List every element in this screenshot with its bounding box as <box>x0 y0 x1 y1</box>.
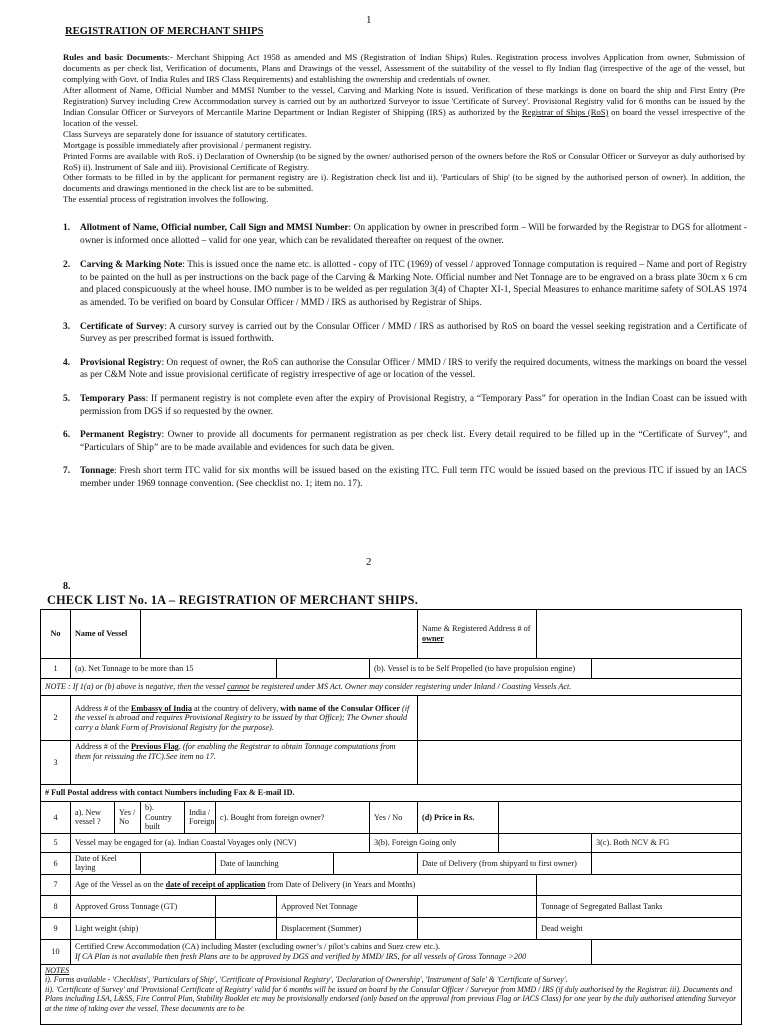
allotment-paragraph <box>63 85 745 129</box>
list-item <box>63 259 747 309</box>
foreign-going-label: 3(b). Foreign Going only <box>370 833 499 852</box>
embassy-text: Address # of the <box>75 703 131 713</box>
table-row <box>41 939 742 964</box>
crew-accommodation-text: Certified Crew Accommodation (CA) including Master (excluding owner’s / pilot’s cabins and Suez crew etc.). <box>75 942 441 952</box>
gross-tonnage-label: Approved Gross Tonnage (GT) <box>71 895 216 917</box>
delivery-date-label: Date of Delivery (from shipyard to first owner) <box>418 852 592 874</box>
page-title: REGISTRATION OF MERCHANT SHIPS <box>65 26 264 37</box>
notes-item-2: ii). 'Certificate of Survey' and 'Provisional Certificate of Registry' valid for 6 months will be issued on board by the Consular Officer / Surveyor from MMD / IRS (if duly authorised by the Registrar. iii). Documents and Plans including LSA, L&SS, Fire Control Plan, Stability Booklet etc may be provisionally endorsed (only based on the approval from previous Flag or IACS Class) for one year by the duly authorised attending Surveyor at the time of taking over the vessel. These documents are to be <box>45 984 737 1013</box>
approved-net-tonnage-label: Approved Net Tonnage <box>277 895 418 917</box>
list-item-text: : Owner to provide all documents for permanent registration as per check list. Every detail required to be filled up in the “Certificate of Survey”, and “Particulars of Ship” are to be made available and evidences for such data be given. <box>80 430 747 453</box>
note-cannot: cannot <box>227 682 250 692</box>
row-number: 1 <box>41 659 71 679</box>
list-item-number: 5. <box>63 393 71 404</box>
vessel-age-text: Age of the Vessel as on the <box>75 880 166 890</box>
table-row <box>41 852 742 874</box>
table-row <box>41 696 742 741</box>
previous-flag-word: Previous Flag <box>130 742 179 751</box>
keel-laying-label: Date of Keel laying <box>71 852 141 874</box>
intro-section <box>63 52 745 205</box>
checklist-table <box>40 609 742 1025</box>
list-item <box>63 393 747 418</box>
row-number: 10 <box>41 939 71 964</box>
ncv-fg-label: 3(c). Both NCV & FG <box>592 833 742 852</box>
vessel-age-text-end: from Date of Delivery (in Years and Months) <box>265 880 416 890</box>
ballast-tanks-label: Tonnage of Segregated Ballast Tanks <box>537 895 742 917</box>
list-item <box>63 465 747 490</box>
delivery-date-field[interactable] <box>592 852 742 874</box>
new-vessel-label: a). New vessel ? <box>71 802 115 834</box>
row-number: 8 <box>41 895 71 917</box>
embassy-note: (if the vessel is abroad and requires Provisional Registry to be issued by that Office); The Owner should carry a blank Form of Provisional Registry for the purpose). <box>75 703 410 732</box>
list-item-number: 2. <box>63 260 71 271</box>
list-item-text: : A cursory survey is carried out by the Consular Officer / MMD / IRS as authorised by RoS on board the vessel seeking registration and a Certificate of Survey as per prescribed format is issued forthwith. <box>80 321 747 345</box>
list-item-text: : If permanent registry is not complete even after the expiry of Provisional Registry, a “Temporary Pass” for operation in the Indian Coast can be issued with permission from DGS if so requested by the owner. <box>80 393 747 417</box>
embassy-of-india: Embassy of India <box>130 703 192 713</box>
registrar-of-ships-link[interactable]: Registrar of Ships (RoS) <box>521 106 609 117</box>
consular-officer-label: with name of the Consular Officer <box>280 703 400 713</box>
mortgage-line: Mortgage is possible immediately after provisional / permanent registry. <box>63 139 312 150</box>
coastal-voyages-label: Vessel may be engaged for (a). Indian Coastal Voyages only (NCV) <box>71 833 370 852</box>
previous-flag-note: . (for enabling the Registrar to obtain Tonnage computations from them for reissuing the ITC).See item no 17. <box>75 742 396 761</box>
embassy-address-field[interactable] <box>418 696 742 741</box>
table-row <box>41 659 742 679</box>
list-item-heading: Permanent Registry <box>80 430 162 441</box>
dead-weight-label: Dead weight <box>537 917 742 939</box>
table-row <box>41 785 742 802</box>
page-number-2: 2 <box>366 556 372 568</box>
list-item-text: : On application by owner in prescribed form – Will be forwarded by the Registrar to DGS for allotment - owner is informed once allotted – valid for one year, which can be revalidated thereafter on request of the owner. <box>80 223 747 246</box>
list-item-heading: Temporary Pass <box>80 393 146 404</box>
price-field[interactable] <box>499 802 742 834</box>
table-row <box>41 895 742 917</box>
allotment-text-end: on board the vessel irrespective of the location of the vessel. <box>63 106 745 128</box>
owner-address-field[interactable] <box>537 610 742 659</box>
header-vessel-name: Name of Vessel <box>71 610 141 659</box>
note-text: NOTE : If 1(a) or (b) above is negative, then the vessel <box>45 682 228 692</box>
list-item-text: : Fresh short term ITC valid for six months will be issued based on the existing ITC. Full term ITC would be issued based on the previous ITC if issued by an IACS member under 1969 tonnage convention. (See checklist no. 1; item no. 17). <box>80 466 747 489</box>
header-owner-text: Name & Registered Address # of <box>422 624 531 634</box>
table-row <box>41 802 742 834</box>
india-foreign-choice[interactable]: India / Foreign <box>185 802 216 834</box>
row-number: 2 <box>41 696 71 741</box>
table-row <box>41 610 742 659</box>
previous-flag-text: Address # of the <box>75 742 131 751</box>
other-formats-paragraph: Other formats to be filled in by the applicant for permanent registry are i). Registration check list and ii). 'Particulars of Ship' (to be signed by the authorised person of owner). In addition, the documents and drawings mentioned in the check list are to be submitted. <box>63 172 745 194</box>
launching-field[interactable] <box>334 852 418 874</box>
table-row <box>41 874 742 895</box>
list-item-heading: Tonnage <box>80 466 115 477</box>
rules-label: Rules and basic Documents <box>63 52 168 62</box>
notes-item-1: i). Forms available - 'Checklists', 'Particulars of Ship', 'Certificate of Provisional Registry', 'Declaration of Ownership', 'Instrument of Sale' & 'Certificate of Survey'. <box>45 975 568 985</box>
vessel-name-field[interactable] <box>141 610 418 659</box>
previous-flag-field[interactable] <box>418 741 742 785</box>
allotment-text: After allotment of Name, Official Number and MMSI Number to the vessel, Carving and Marking Note is issued. Verification of these markings is done on board the ship and First Entry (Pre Registration) Survey including Crew Accommodation survey is carried out by an authorized Surveyor to issue 'Certificate of Survey'. Provisional Registry valid for 6 months can be issued by the Indian Consular Officer or Surveyors of Mercantile Marine Department or Indian Register of Shipping (IRS) as authorized by the <box>63 84 745 117</box>
class-surveys-line: Class Surveys are separately done for issuance of statutory certificates. <box>63 128 307 139</box>
essential-process-line: The essential process of registration involves the following. <box>63 194 269 205</box>
row-number: 3 <box>41 741 71 785</box>
self-propelled-field[interactable] <box>592 659 742 679</box>
vessel-age-field[interactable] <box>537 874 742 895</box>
receipt-date-label: date of receipt of application <box>165 880 266 890</box>
header-owner-word: owner <box>422 634 444 643</box>
list-item-heading: Provisional Registry <box>80 357 162 368</box>
list-item-number: 7. <box>63 466 71 477</box>
keel-laying-field[interactable] <box>141 852 216 874</box>
country-built-label: b). Country built <box>141 802 185 834</box>
table-row <box>41 679 742 696</box>
list-item-heading: Certificate of Survey <box>80 321 165 332</box>
list-item-text: : On request of owner, the RoS can authorise the Consular Officer / MMD / IRS to verify the required documents, witness the markings on board the vessel as per C&M Note and issue provisional certificate of registry irrespective of age or location of the vessel. <box>80 357 747 381</box>
rules-text: :- Merchant Shipping Act 1958 as amended and MS (Registration of Indian Ships) Rules. Registration process involves Application from owner, Submission of documents as per check list, Verification of documents, Plans and Drawings of the vessel, Assessment of the suitability of the vessel to fly Indian flag (irrespective of the age of the vessel, but complying with Govt. of India Rules and IRS Class Requirements) and establishing the ownership and credentials of owner. <box>63 52 745 84</box>
table-row <box>41 741 742 785</box>
note-row <box>41 679 742 696</box>
list-item <box>63 321 747 346</box>
row-number: 5 <box>41 833 71 852</box>
row-number: 4 <box>41 802 71 834</box>
list-item-text: : This is issued once the name etc. is allotted - copy of ITC (1969) of vessel / approved Tonnage computation is required – Name and port of Registry to be painted on the hull as per instructions on the back page of the Carving & Marking Note. Official number and Net Tonnage are to be engraved on a brass plate 30cm x 6 cm and placed conspicuously at the wheel house. IMO number is to be welded as per regulation 3(4) of Chapter XI-1, Special Measures to enhance maritime safety of SOLAS 1974 as amended. To be verified on board by Consular Officer / MMD / IRS as authorised by Registrar of Ships. <box>80 260 747 308</box>
list-item-number: 3. <box>63 321 71 332</box>
list-item-heading: Allotment of Name, Official number, Call Sign and MMSI Number <box>80 223 349 233</box>
printed-forms-paragraph: Printed Forms are available with RoS. i) Declaration of Ownership (to be signed by the owner/ authorised person of the owners before the RoS or Consular Officer or Surveyor as duly authorised by RoS) ii). Instrument of Sale and iii). Provisional Certificate of Registry. <box>63 150 745 172</box>
registration-steps-list <box>63 222 747 502</box>
crew-accommodation-field[interactable] <box>592 939 742 964</box>
launching-label: Date of launching <box>216 852 334 874</box>
bought-foreign-label: c). Bought from foreign owner? <box>216 802 370 834</box>
row-number: 7 <box>41 874 71 895</box>
list-item-number: 6. <box>63 430 71 441</box>
net-tonnage-field[interactable] <box>277 659 370 679</box>
row-number: 6 <box>41 852 71 874</box>
list-item-number: 1. <box>63 223 71 233</box>
previous-flag-label <box>71 741 418 785</box>
checklist-title: CHECK LIST No. 1A – REGISTRATION OF MERCHANT SHIPS. <box>47 593 419 607</box>
item-8-number: 8. <box>63 581 71 592</box>
header-owner-address <box>418 610 537 659</box>
row-number: 9 <box>41 917 71 939</box>
table-row <box>41 833 742 852</box>
gross-tonnage-field[interactable] <box>216 895 277 917</box>
ca-plan-note: If CA Plan is not available then fresh Plans are to be approved by DGS and verified by MMD/ IRS, for all vessels of Gross Tonnage >200 <box>75 951 527 961</box>
list-item <box>63 222 747 247</box>
list-item-heading: Carving & Marking Note <box>80 260 183 271</box>
rules-paragraph <box>63 52 745 85</box>
displacement-label: Displacement (Summer) <box>277 917 418 939</box>
note-text-end: be registered under MS Act. Owner may consider registering under Inland / Coasting Vessels Act. <box>249 682 572 692</box>
light-weight-field[interactable] <box>216 917 277 939</box>
table-row <box>41 964 742 1024</box>
vessel-age-label <box>71 874 537 895</box>
new-vessel-yes-no[interactable]: Yes / No <box>115 802 141 834</box>
table-row <box>41 917 742 939</box>
list-item-number: 4. <box>63 357 71 368</box>
net-tonnage-label: (a). Net Tonnage to be more than 15 <box>71 659 277 679</box>
embassy-address-label <box>71 696 418 741</box>
price-label: (d) Price in Rs. <box>418 802 499 834</box>
crew-accommodation-label <box>71 939 592 964</box>
notes-title: NOTES <box>45 965 70 975</box>
self-propelled-label: (b). Vessel is to be Self Propelled (to have propulsion engine) <box>370 659 592 679</box>
bought-foreign-yes-no[interactable]: Yes / No <box>370 802 418 834</box>
list-item <box>63 357 747 382</box>
notes-section <box>41 964 742 1024</box>
page-number-1: 1 <box>366 14 372 26</box>
light-weight-label: Light weight (ship) <box>71 917 216 939</box>
postal-address-note: # Full Postal address with contact Numbers including Fax & E-mail ID. <box>41 785 742 802</box>
displacement-field[interactable] <box>418 917 537 939</box>
approved-net-tonnage-field[interactable] <box>418 895 537 917</box>
list-item <box>63 429 747 454</box>
embassy-text-mid: at the country of delivery, <box>191 703 281 713</box>
header-no: No <box>41 610 71 659</box>
foreign-going-field[interactable] <box>499 833 592 852</box>
